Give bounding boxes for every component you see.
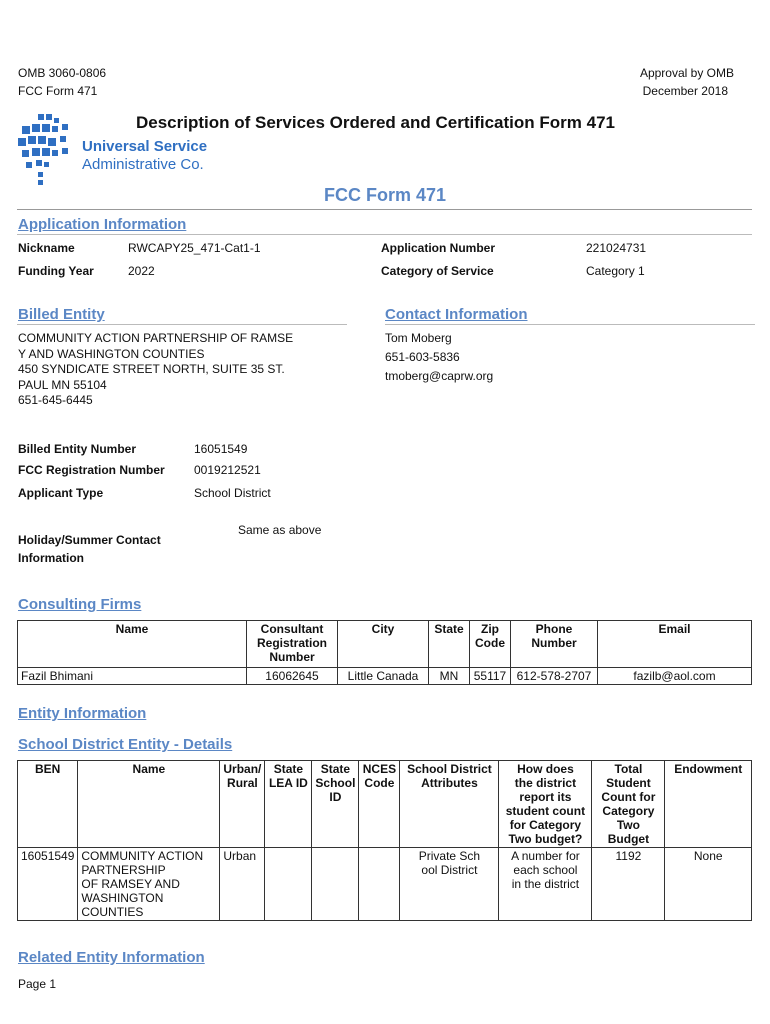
consultant-reg-number: 16062645 — [247, 668, 338, 685]
funding-year-label: Funding Year — [18, 264, 94, 278]
contact-divider — [385, 324, 755, 325]
contact-info-heading: Contact Information — [385, 306, 528, 323]
consulting-firms-heading: Consulting Firms — [18, 596, 142, 613]
form-label: FCC Form 471 — [18, 84, 98, 98]
consultant-phone: 612-578-2707 — [511, 668, 598, 685]
title-divider — [17, 209, 752, 210]
col-phone: Phone Number — [511, 621, 598, 668]
app-number-value: 221024731 — [586, 241, 647, 255]
entity-student-count: 1192 — [592, 848, 665, 921]
usac-logo-mark-icon — [16, 112, 76, 186]
contact-email[interactable]: tmoberg@caprw.org — [385, 369, 494, 383]
school-district-heading: School District Entity - Details — [18, 736, 233, 753]
entity-name: COMMUNITY ACTION PARTNERSHIP OF RAMSEY AND WASHINGTON COUNTIES — [78, 848, 220, 921]
col-email: Email — [598, 621, 752, 668]
document-title: Description of Services Ordered and Certification Form 471 — [136, 113, 615, 132]
col-entity-name: Name — [78, 761, 220, 848]
col-state-school: State School ID — [312, 761, 359, 848]
holiday-contact-label: Holiday/Summer Contact Information — [18, 533, 161, 565]
entity-nces — [359, 848, 400, 921]
approval-date: December 2018 — [642, 84, 728, 98]
ben-label: Billed Entity Number — [18, 442, 137, 456]
app-divider — [17, 234, 752, 235]
col-attributes: School District Attributes — [400, 761, 499, 848]
col-consultant-reg: Consultant Registration Number — [247, 621, 338, 668]
entity-header-row — [18, 761, 752, 848]
billed-entity-address: COMMUNITY ACTION PARTNERSHIP OF RAMSE Y AND WASHINGTON COUNTIES 450 SYNDICATE STREET NORTH, SUITE 35 ST. PAUL MN 55104 651-645-6445 — [18, 331, 294, 407]
contact-phone: 651-603-5836 — [385, 350, 460, 364]
frn-value: 0019212521 — [194, 463, 261, 477]
logo-line1: Universal Service — [82, 138, 208, 155]
application-info-heading: Application Information — [18, 216, 187, 233]
entity-ben: 16051549 — [18, 848, 78, 921]
consultant-state: MN — [429, 668, 470, 685]
entity-endowment: None — [665, 848, 752, 921]
col-urban-rural: Urban/ Rural — [220, 761, 265, 848]
col-state: State — [429, 621, 470, 668]
applicant-type-value: School District — [194, 486, 271, 500]
col-name: Name — [18, 621, 247, 668]
billed-entity-heading: Billed Entity — [18, 306, 105, 323]
table-row — [18, 668, 752, 685]
entity-attributes: Private Sch ool District — [400, 848, 499, 921]
category-value: Category 1 — [586, 264, 645, 278]
consulting-header-row — [18, 621, 752, 668]
category-label: Category of Service — [381, 264, 494, 278]
col-nces: NCES Code — [359, 761, 400, 848]
nickname-value: RWCAPY25_471-Cat1-1 — [128, 241, 261, 255]
col-student-count: Total Student Count for Category Two Budget — [592, 761, 665, 848]
col-state-lea: State LEA ID — [265, 761, 312, 848]
consultant-email[interactable]: fazilb@aol.com — [598, 668, 752, 685]
entity-info-heading: Entity Information — [18, 705, 147, 722]
applicant-type-label: Applicant Type — [18, 486, 104, 500]
entity-state-school — [312, 848, 359, 921]
col-count-method: How does the district report its student count for Category Two budget? — [499, 761, 592, 848]
form-title: FCC Form 471 — [323, 185, 447, 205]
entity-state-lea — [265, 848, 312, 921]
consultant-zip: 55117 — [470, 668, 511, 685]
logo-line2: Administrative Co. — [82, 156, 204, 173]
page-number: Page 1 — [18, 977, 57, 991]
col-city: City — [338, 621, 429, 668]
table-row — [18, 848, 752, 921]
consultant-city: Little Canada — [338, 668, 429, 685]
approval-text: Approval by OMB — [639, 66, 734, 80]
consultant-name: Fazil Bhimani — [18, 668, 247, 685]
ben-value: 16051549 — [194, 442, 248, 456]
entity-table — [17, 760, 752, 921]
app-number-label: Application Number — [381, 241, 496, 255]
contact-name: Tom Moberg — [385, 331, 452, 345]
usac-logo — [16, 112, 216, 186]
funding-year-value: 2022 — [128, 264, 155, 278]
consulting-table — [17, 620, 752, 685]
nickname-label: Nickname — [18, 241, 75, 255]
omb-number: OMB 3060-0806 — [18, 66, 107, 80]
frn-label: FCC Registration Number — [18, 463, 165, 477]
entity-count-method: A number for each school in the district — [499, 848, 592, 921]
col-ben: BEN — [18, 761, 78, 848]
col-endowment: Endowment — [665, 761, 752, 848]
col-zip: Zip Code — [470, 621, 511, 668]
entity-urban-rural: Urban — [220, 848, 265, 921]
related-entity-heading: Related Entity Information — [18, 949, 205, 966]
billed-divider — [17, 324, 347, 325]
holiday-contact-value: Same as above — [238, 523, 322, 537]
